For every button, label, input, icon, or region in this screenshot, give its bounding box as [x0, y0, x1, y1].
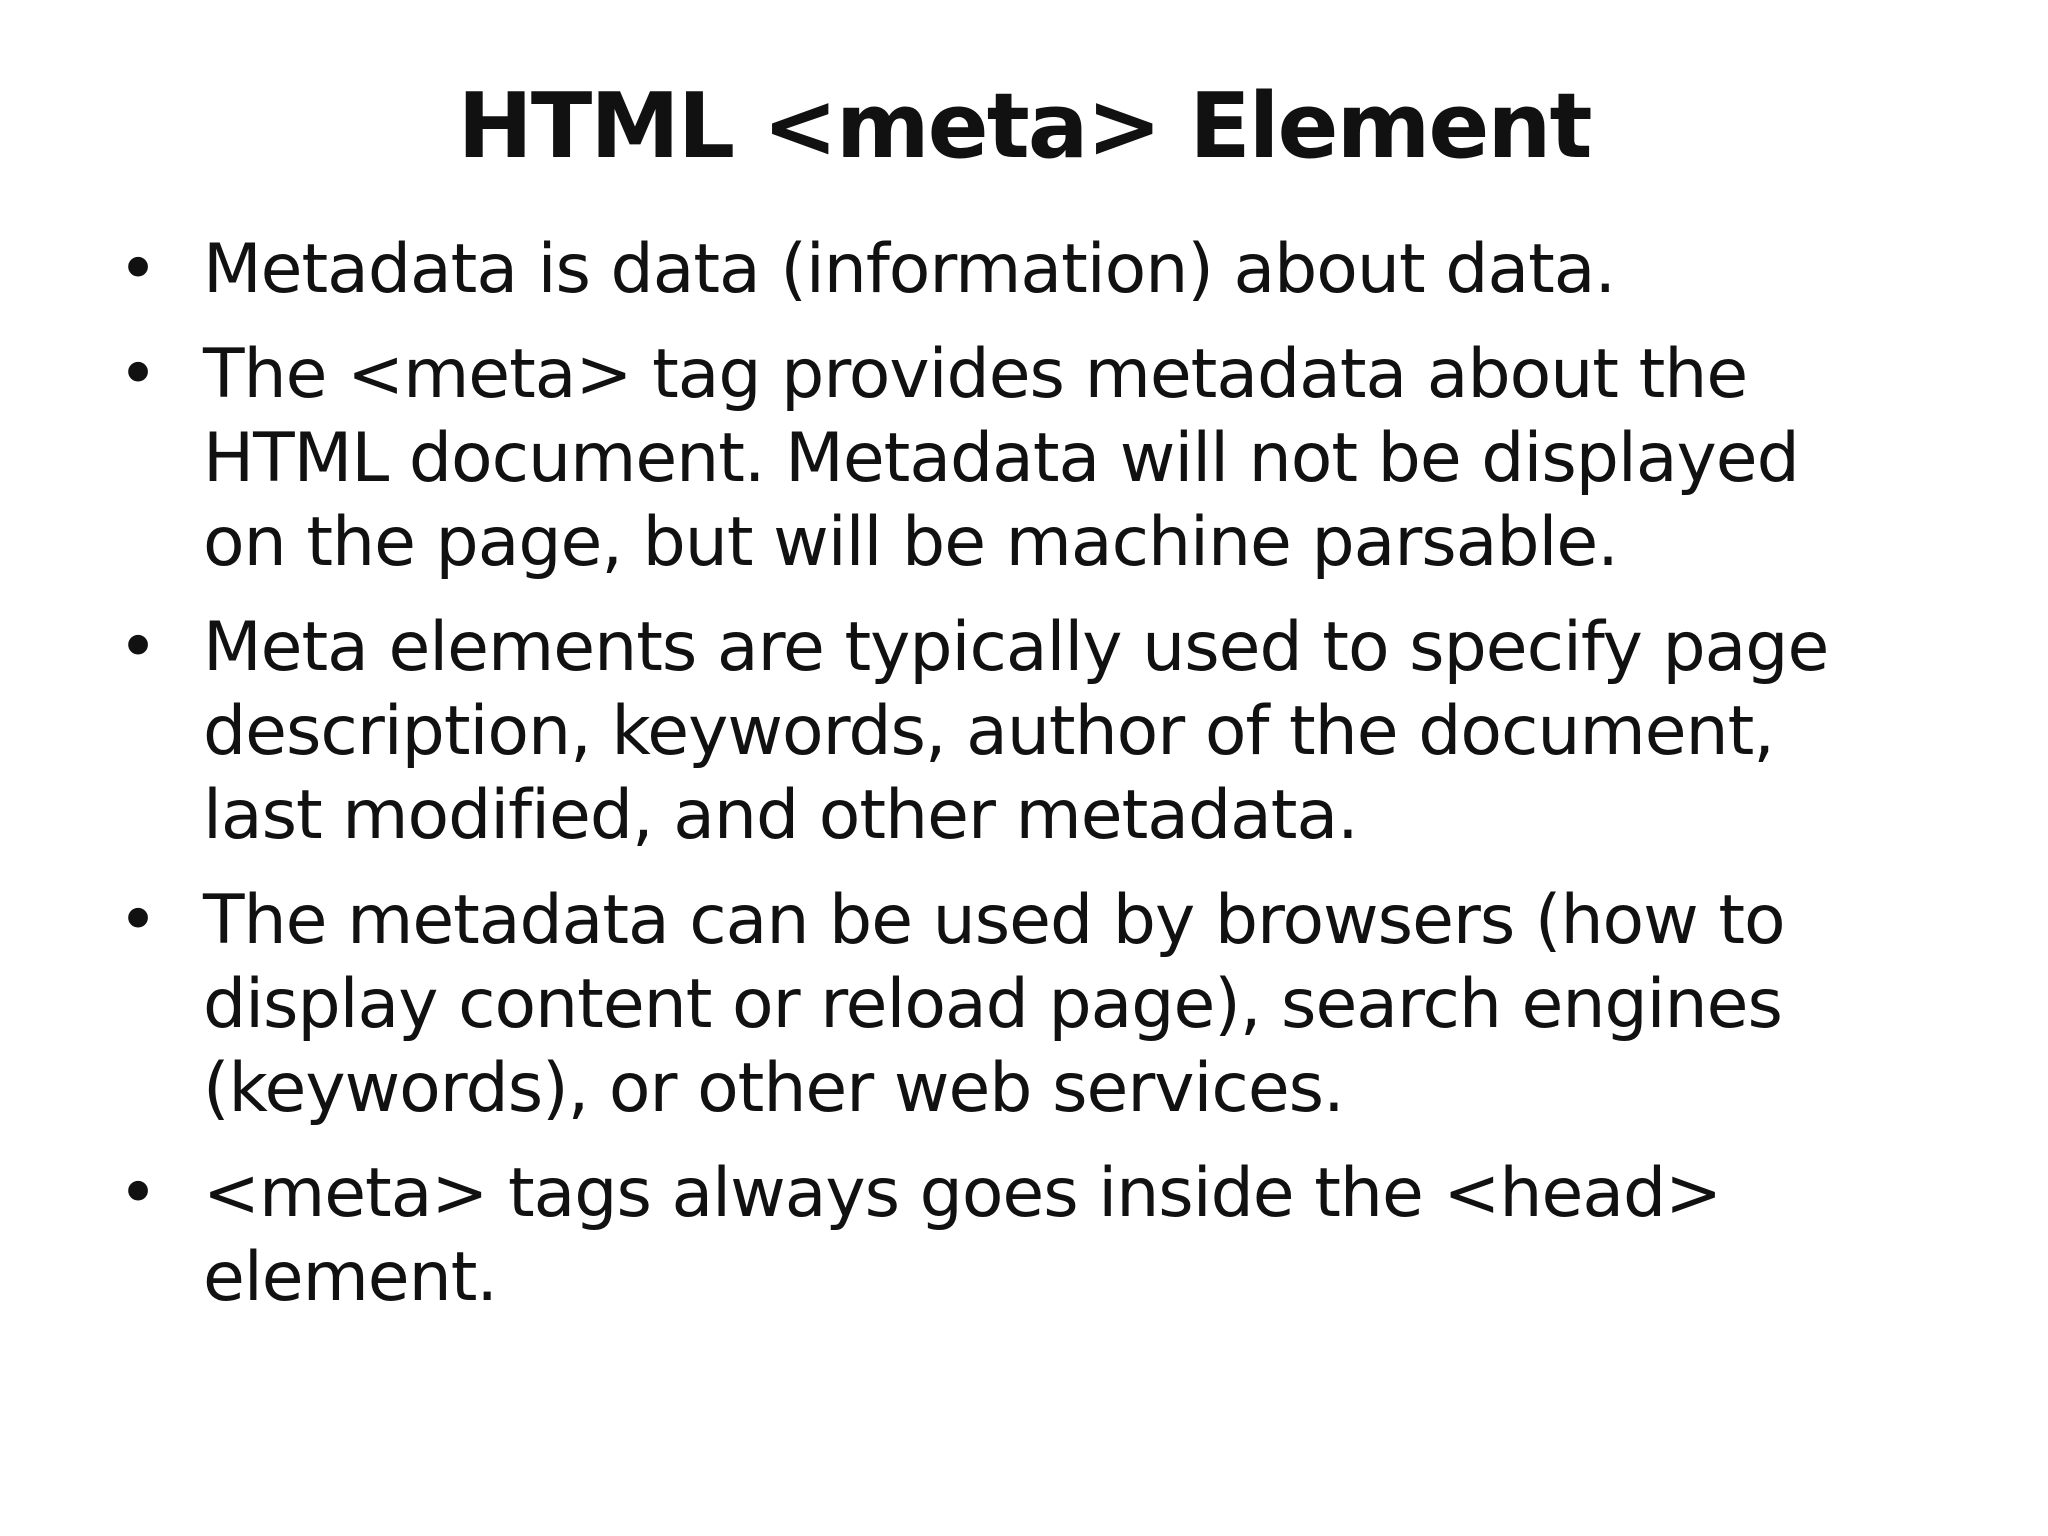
bullet-text-line: The metadata can be used by browsers (how to [203, 881, 1785, 960]
bullet-icon: • [118, 1154, 158, 1233]
bullet-text-line: display content or reload page), search engines [203, 965, 1782, 1044]
bullet-item [118, 879, 1938, 1131]
bullet-text-line: on the page, but will be machine parsable. [203, 503, 1618, 582]
bullet-item [118, 606, 1938, 858]
bullet-text-line: last modified, and other metadata. [203, 776, 1358, 855]
bullet-text-line: (keywords), or other web services. [203, 1049, 1344, 1128]
bullet-text-line: element. [203, 1238, 498, 1317]
bullet-text-line: Metadata is data (information) about data. [203, 230, 1616, 309]
bullet-text-line: description, keywords, author of the document, [203, 692, 1774, 771]
bullet-icon: • [118, 335, 158, 414]
bullet-icon: • [118, 608, 158, 687]
bullet-item [118, 228, 1938, 312]
bullet-text-line: <meta> tags always goes inside the <head> [203, 1154, 1722, 1233]
bullet-item [118, 1152, 1938, 1320]
bullet-icon: • [118, 230, 158, 309]
bullet-item [118, 333, 1938, 585]
bullet-text-line: Meta elements are typically used to specify page [203, 608, 1829, 687]
bullet-list [118, 228, 1938, 1341]
slide-title: HTML <meta> Element [457, 74, 1591, 179]
bullet-text-line: The <meta> tag provides metadata about the [203, 335, 1748, 414]
bullet-icon: • [118, 881, 158, 960]
bullet-text-line: HTML document. Metadata will not be displayed [203, 419, 1799, 498]
